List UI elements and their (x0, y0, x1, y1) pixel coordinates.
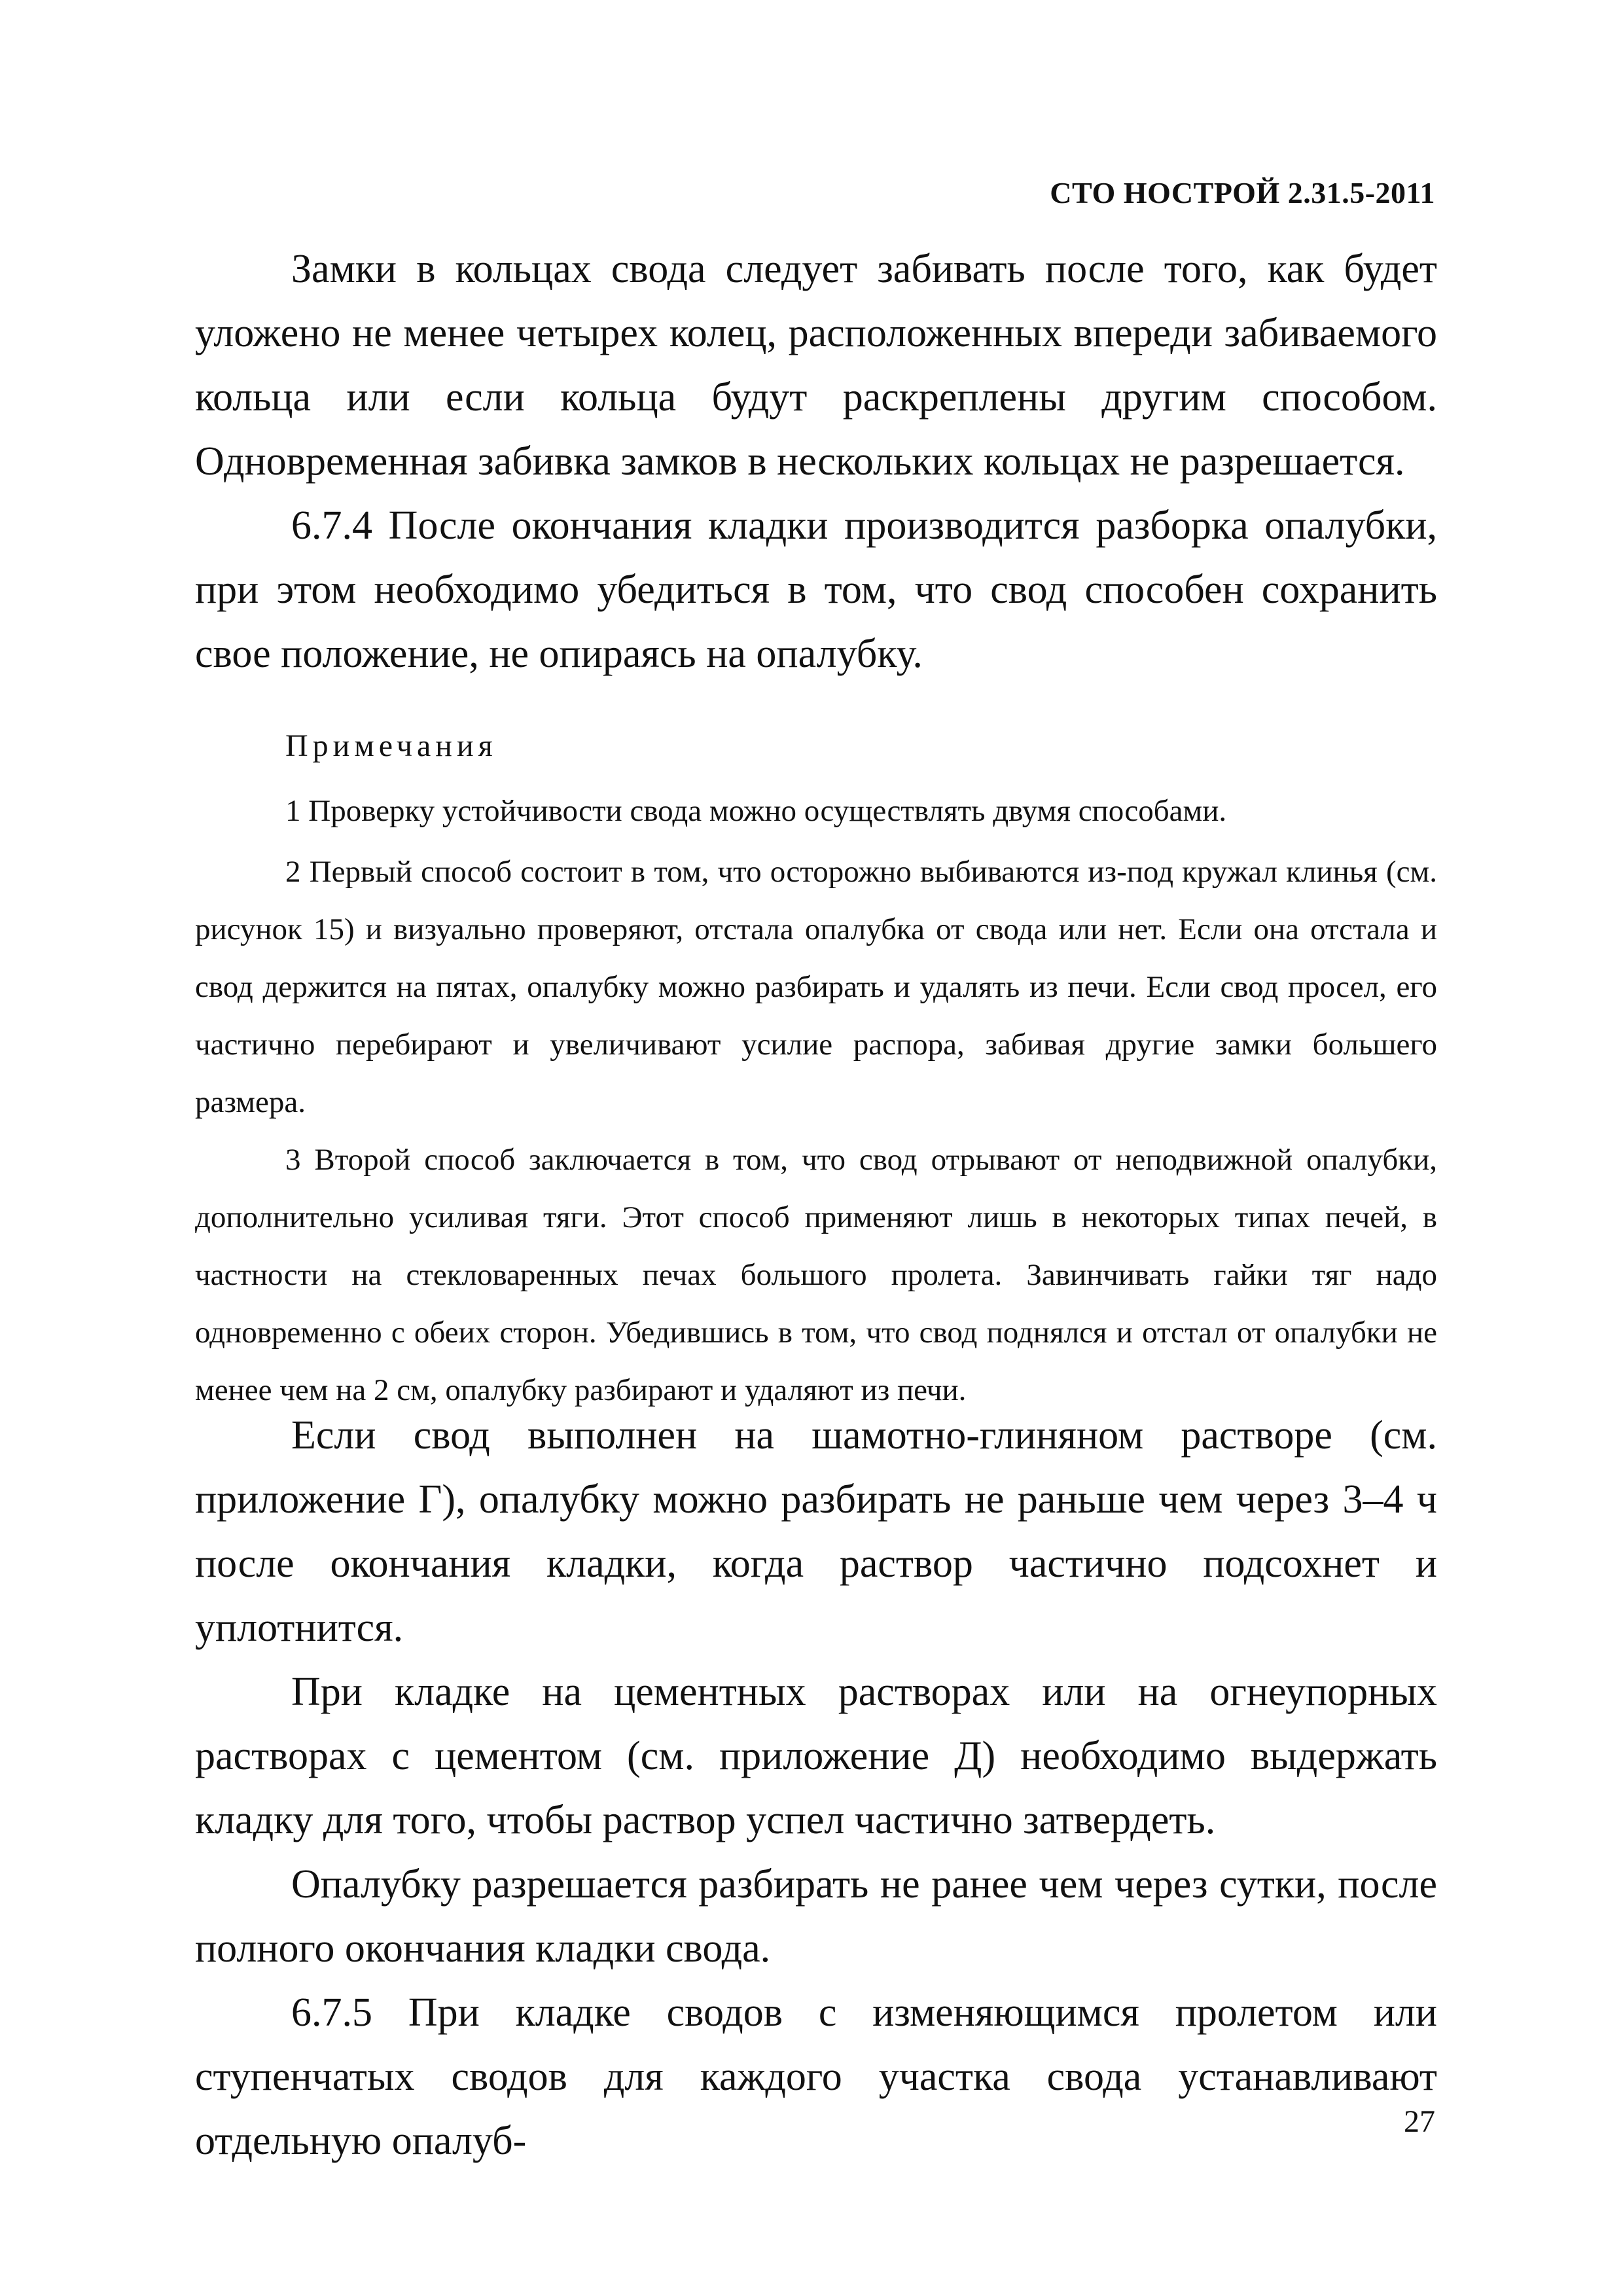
body-text-top (195, 237, 1437, 686)
note-1: 1 Проверку устойчивости свода можно осуществлять двумя способами. (285, 794, 1227, 828)
paragraph-vault-locks: Замки в кольцах свода следует забивать после того, как будет уложено не менее четырех колец, расположенных впереди забиваемого кольца или если кольца будут раскреплены другим способом. Одновременная забивка замков в нескольких кольцах не разрешается. (195, 247, 1437, 484)
page-number: 27 (1404, 2104, 1435, 2139)
body-text-bottom (195, 1403, 1437, 2173)
standard-header: СТО НОСТРОЙ 2.31.5-2011 (1050, 176, 1435, 209)
paragraph-clay-mortar: Если свод выполнен на шамотно-глиняном растворе (см. приложение Г), опалубку можно разбирать не раньше чем через 3–4 ч после окончания кладки, когда раствор частично подсохнет и уплотнится. (195, 1413, 1437, 1650)
notes-block (195, 710, 1437, 1419)
note-2: 2 Первый способ состоит в том, что осторожно выбиваются из-под кружал клинья (см. рисунок 15) и визуально проверяют, отстала опалубка от свода или нет. Если она отстала и свод держится на пятах, опалубку можно разбирать и удалять из печи. Если свод просел, его частично перебирают и увеличивают усилие распора, забивая другие замки большего размера. (195, 855, 1437, 1119)
paragraph-formwork-timing: Опалубку разрешается разбирать не ранее чем через сутки, после полного окончания кладки свода. (195, 1862, 1437, 1971)
note-3: 3 Второй способ заключается в том, что свод отрывают от неподвижной опалубки, дополнительно усиливая тяги. Этот способ применяют лишь в некоторых типах печей, в частности на стекловаренных печах большого пролета. Завинчивать гайки тяг надо одновременно с обеих сторон. Убедившись в том, что свод поднялся и отстал от опалубки не менее чем на 2 см, опалубку разбирают и удаляют из печи. (195, 1143, 1437, 1407)
notes-heading: Примечания (285, 728, 497, 763)
paragraph-cement-mortar: При кладке на цементных растворах или на огнеупорных растворах с цементом (см. приложение Д) необходимо выдержать кладку для того, чтобы раствор успел частично затвердеть. (195, 1670, 1437, 1842)
paragraph-6-7-4: 6.7.4 После окончания кладки производится разборка опалубки, при этом необходимо убедиться в том, что свод способен сохранить свое положение, не опираясь на опалубку. (195, 503, 1437, 676)
paragraph-6-7-5: 6.7.5 При кладке сводов с изменяющимся пролетом или ступенчатых сводов для каждого участка свода устанавливают отдельную опалуб- (195, 1990, 1437, 2163)
